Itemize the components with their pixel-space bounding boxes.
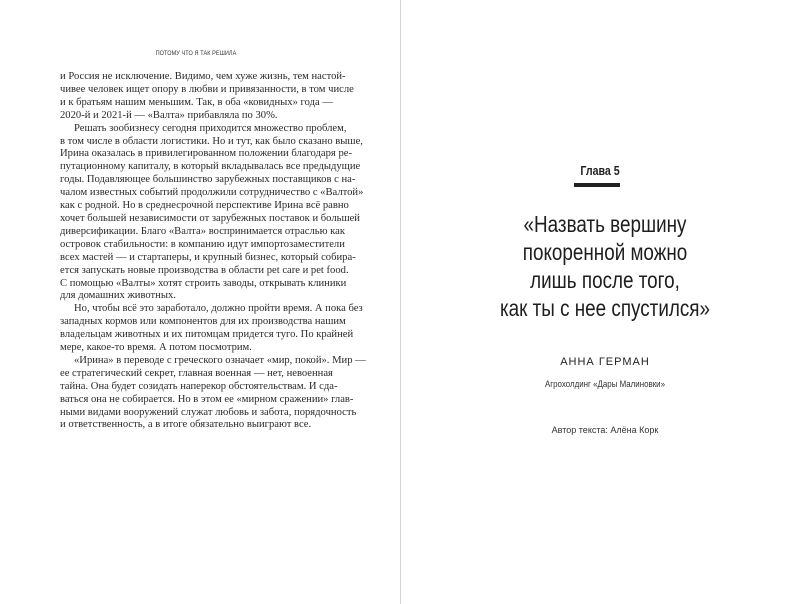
text-line: путационному капиталу, в который вкладывалась все предыдущие xyxy=(60,161,361,173)
text-line: как с родной. Но в среднесрочной перспективе Ирина всё равно xyxy=(60,200,349,212)
text-line: тайна. Она будет созидать наперекор обстоятельствам. И сда- xyxy=(60,380,338,392)
text-line: и к братьям нашим меньшим. Так, в оба «ковидных» года — xyxy=(60,96,333,108)
text-line: всех мастей — и стартаперы, и крупный бизнес, который собира- xyxy=(60,251,356,263)
paragraph xyxy=(60,303,363,355)
running-head: ПОТОМУ ЧТО Я ТАК РЕШИЛА xyxy=(155,50,237,57)
text-line: ее стратегический секрет, главная военная — нет, невоенная xyxy=(60,367,333,379)
quote-line: «Назвать вершину xyxy=(523,211,687,237)
text-line: чивее человек ищет опору в любви и привязанности, в том числе xyxy=(60,83,354,95)
quote-line: покоренной можно xyxy=(522,239,688,265)
text-line: С помощью «Валты» хотят строить заводы, открывать клиники xyxy=(60,277,347,289)
text-line: для домашних животных. xyxy=(60,290,176,302)
text-line: мере, какое-то время. А потом посмотрим. xyxy=(60,342,252,354)
text-line: Решать зообизнесу сегодня приходится множество проблем, xyxy=(74,122,347,134)
quote-line: как ты с нее спустился» xyxy=(500,295,710,321)
body-text xyxy=(60,71,366,432)
text-line: Ирина оказалась в привилегированном положении благодаря ре- xyxy=(60,148,352,160)
quote-line: лишь после того, xyxy=(530,267,680,293)
text-line: и Россия не исключение. Видимо, чем хуже жизнь, тем настой- xyxy=(60,71,346,82)
paragraph xyxy=(60,354,366,432)
text-line: в том числе в области логистики. Но и тут, как было сказано выше, xyxy=(60,135,363,147)
paragraph xyxy=(60,122,364,304)
text-line: «Ирина» в переводе с греческого означает «мир, покой». Мир — xyxy=(74,354,366,366)
chapter-quote xyxy=(453,210,756,322)
text-line: и ответственность, а в итоге обязательно выиграют все. xyxy=(60,419,312,431)
text-line: годы. Подавляющее большинство зарубежных поставщиков с на- xyxy=(60,174,356,186)
text-line: диверсификации. Благо «Валта» воспринимается отраслью как xyxy=(60,225,346,237)
paragraph xyxy=(60,71,354,123)
text-line: хочет большей независимости от зарубежных поставок и большей xyxy=(60,212,360,224)
text-line: ными видами вооружений служат любовь и забота, порядочность xyxy=(60,406,357,418)
chapter-underline xyxy=(574,183,620,187)
text-line: владельцам животных и их питомцам придется туго. По крайней xyxy=(60,329,354,341)
text-line: 2020-й и 2021-й — «Валта» прибавляла по 30%. xyxy=(60,109,278,121)
author-credit: Автор текста: Алёна Корк xyxy=(551,425,659,435)
text-line: западных кормов или компонентов для их производства нашим xyxy=(60,316,346,328)
chapter-label: Глава 5 xyxy=(580,164,620,178)
text-line: Но, чтобы всё это заработало, должно пройти время. А пока без xyxy=(74,303,363,315)
person-name: АННА ГЕРМАН xyxy=(560,356,650,368)
company-name: Агрохолдинг «Дары Малиновки» xyxy=(544,379,666,389)
text-line: ваться она не собирается. Но в этом ее «мирном сражении» глав- xyxy=(60,393,354,405)
text-line: ется запускать новые производства в области pet care и pet food. xyxy=(60,264,349,276)
text-line: островок стабильности: в компанию идут импортозаместители xyxy=(60,238,345,250)
text-line: чалом известных событий продолжили сотрудничество с «Валтой» xyxy=(60,187,364,199)
